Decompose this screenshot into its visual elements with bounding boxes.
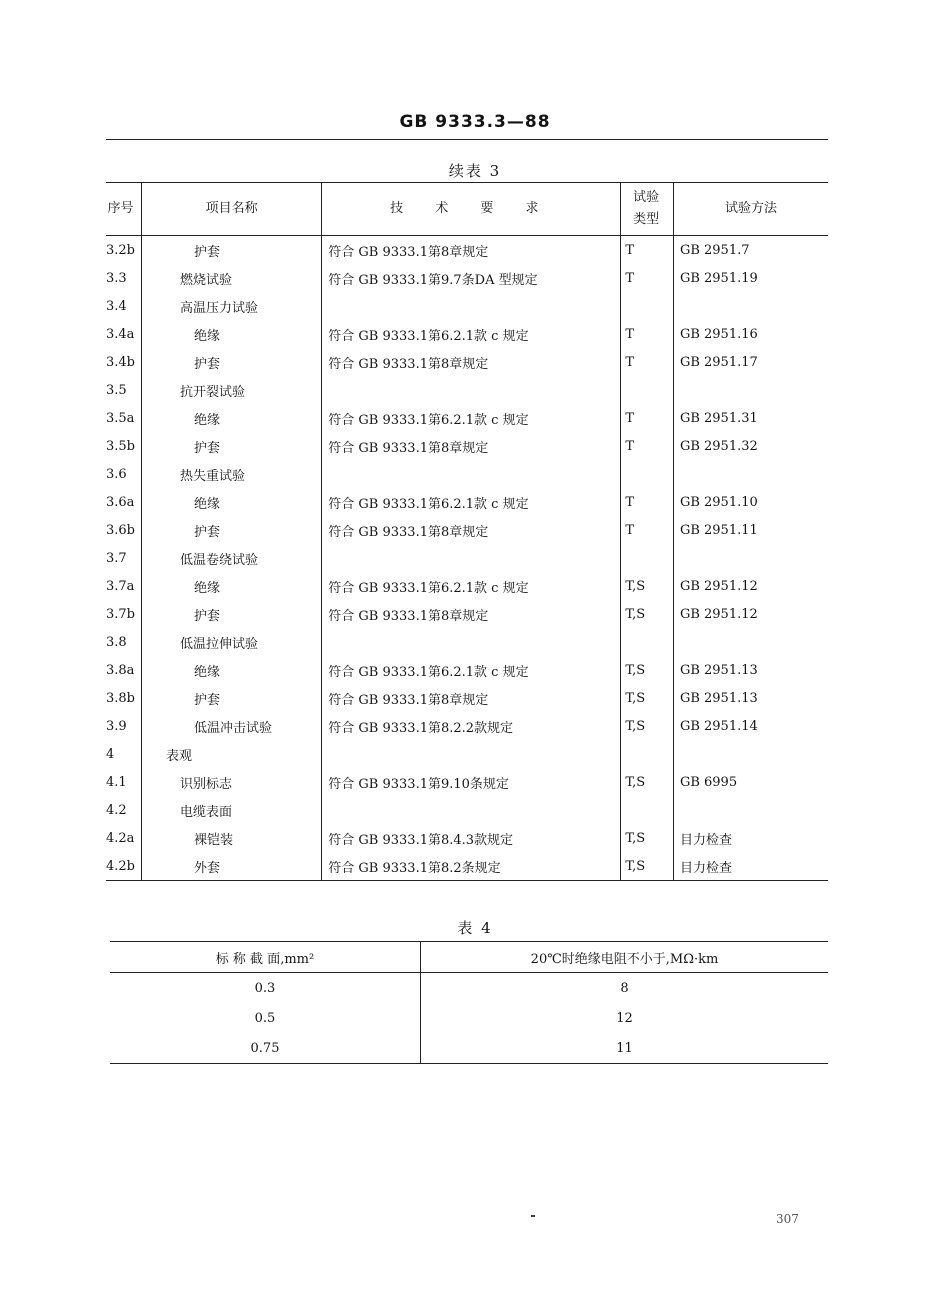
cell-area: 0.5 [110, 1003, 421, 1033]
table-row [106, 684, 828, 712]
cell-name: 护套 [142, 432, 322, 460]
column-header-test-type-line1: 试验 [633, 190, 660, 205]
table3-caption: 续表 3 [448, 162, 502, 180]
column-header-test-type-line2: 类型 [633, 212, 660, 227]
cell-test-type [621, 376, 674, 404]
cell-requirement: 符合 GB 9333.1第8章规定 [322, 516, 621, 544]
cell-method: GB 2951.31 [679, 410, 758, 426]
cell-name: 燃烧试验 [142, 264, 322, 292]
cell-method: GB 2951.10 [679, 494, 758, 510]
column-header-resistance: 20℃时绝缘电阻不小于,MΩ·km [421, 942, 829, 973]
cell-requirement: 符合 GB 9333.1第6.2.1款 c 规定 [322, 404, 621, 432]
table-row [106, 348, 828, 376]
cell-method [673, 796, 828, 824]
cell-test-type: T,S [621, 600, 674, 628]
cell-method: GB 2951.12 [679, 606, 758, 622]
cell-name: 护套 [142, 236, 322, 265]
table-row [106, 544, 828, 572]
cell-name: 低温冲击试验 [142, 712, 322, 740]
table-row [110, 1003, 828, 1033]
cell-name: 高温压力试验 [142, 292, 322, 320]
cell-requirement: 符合 GB 9333.1第6.2.1款 c 规定 [322, 320, 621, 348]
cell-seq: 3.6a [106, 488, 142, 516]
cell-seq: 4 [106, 740, 142, 768]
table-row [106, 572, 828, 600]
table3-header-row [106, 183, 828, 236]
cell-seq: 3.9 [106, 712, 142, 740]
table-row [106, 600, 828, 628]
cell-resistance: 11 [616, 1040, 633, 1056]
cell-requirement [322, 292, 621, 320]
cell-test-type: T,S [621, 768, 674, 796]
cell-test-type: T [621, 488, 674, 516]
cell-test-type: T [621, 236, 674, 265]
table-row [106, 824, 828, 852]
cell-requirement [322, 740, 621, 768]
table-row [106, 628, 828, 656]
cell-name: 绝缘 [142, 572, 322, 600]
cell-name: 表观 [142, 740, 322, 768]
table4 [110, 941, 828, 1064]
cell-name: 绝缘 [142, 404, 322, 432]
cell-method [673, 376, 828, 404]
cell-seq: 3.2b [106, 236, 142, 265]
cell-method: GB 2951.11 [679, 522, 758, 538]
cell-test-type: T [621, 264, 674, 292]
cell-name: 裸铠装 [142, 824, 322, 852]
cell-test-type [621, 460, 674, 488]
cell-test-type: T,S [621, 712, 674, 740]
cell-seq: 4.2a [106, 824, 142, 852]
column-header-cross-section: 标 称 截 面,mm² [110, 942, 421, 973]
cell-name: 护套 [142, 348, 322, 376]
cell-method: GB 2951.19 [679, 270, 758, 286]
document-header: GB 9333.3—88 [399, 112, 551, 132]
cell-method [673, 628, 828, 656]
table-row [106, 712, 828, 740]
cell-test-type: T [621, 320, 674, 348]
cell-test-type: T,S [621, 824, 674, 852]
table3 [106, 182, 828, 881]
table-row [106, 432, 828, 460]
table-row [110, 973, 828, 1004]
table4-body [110, 973, 828, 1064]
cell-method: 目力检查 [679, 860, 732, 876]
table-row [106, 656, 828, 684]
cell-test-type [621, 544, 674, 572]
cell-name: 外套 [142, 852, 322, 881]
cell-seq: 3.8 [106, 628, 142, 656]
cell-method: GB 2951.16 [679, 326, 758, 342]
table-row [106, 740, 828, 768]
cell-method: GB 2951.14 [679, 718, 758, 734]
cell-requirement: 符合 GB 9333.1第8.2条规定 [322, 852, 621, 881]
table-row [106, 796, 828, 824]
cell-method: GB 2951.13 [679, 690, 758, 706]
cell-name: 电缆表面 [142, 796, 322, 824]
table-row [106, 376, 828, 404]
cell-seq: 3.8a [106, 656, 142, 684]
column-header-seq: 序号 [106, 183, 142, 236]
table-row [106, 516, 828, 544]
cell-requirement: 符合 GB 9333.1第6.2.1款 c 规定 [322, 572, 621, 600]
cell-seq: 4.2 [106, 796, 142, 824]
cell-name: 绝缘 [142, 488, 322, 516]
cell-requirement [322, 376, 621, 404]
cell-area: 0.75 [110, 1033, 421, 1064]
cell-method [673, 740, 828, 768]
cell-method [673, 460, 828, 488]
table-row [106, 320, 828, 348]
cell-requirement: 符合 GB 9333.1第8.4.3款规定 [322, 824, 621, 852]
table-row [106, 488, 828, 516]
table-row [106, 404, 828, 432]
cell-test-type [621, 796, 674, 824]
table4-caption: 表 4 [457, 919, 493, 937]
cell-requirement: 符合 GB 9333.1第9.7条DA 型规定 [322, 264, 621, 292]
cell-seq: 3.7a [106, 572, 142, 600]
cell-requirement: 符合 GB 9333.1第8章规定 [322, 684, 621, 712]
cell-seq: 3.3 [106, 264, 142, 292]
cell-method: GB 2951.7 [679, 242, 750, 258]
column-header-name: 项目名称 [142, 183, 322, 236]
cell-name: 护套 [142, 600, 322, 628]
cell-requirement: 符合 GB 9333.1第8章规定 [322, 348, 621, 376]
cell-method [673, 544, 828, 572]
cell-method: GB 2951.32 [679, 438, 758, 454]
cell-resistance: 12 [616, 1010, 633, 1026]
cell-seq: 3.6b [106, 516, 142, 544]
cell-area: 0.3 [110, 973, 421, 1004]
cell-name: 热失重试验 [142, 460, 322, 488]
cell-test-type [621, 740, 674, 768]
cell-requirement [322, 796, 621, 824]
cell-requirement: 符合 GB 9333.1第6.2.1款 c 规定 [322, 656, 621, 684]
cell-seq: 3.5b [106, 432, 142, 460]
cell-name: 绝缘 [142, 656, 322, 684]
cell-name: 低温卷绕试验 [142, 544, 322, 572]
table-row [110, 1033, 828, 1064]
table3-body [106, 236, 828, 881]
cell-test-type: T,S [621, 852, 674, 881]
cell-seq: 3.4a [106, 320, 142, 348]
table-row [106, 768, 828, 796]
cell-requirement: 符合 GB 9333.1第8章规定 [322, 236, 621, 265]
cell-seq: 4.1 [106, 768, 142, 796]
cell-test-type: T,S [621, 684, 674, 712]
cell-name: 低温拉伸试验 [142, 628, 322, 656]
cell-name: 护套 [142, 684, 322, 712]
cell-seq: 4.2b [106, 852, 142, 881]
cell-seq: 3.4b [106, 348, 142, 376]
cell-test-type: T [621, 348, 674, 376]
table4-header-row [110, 942, 828, 973]
cell-name: 绝缘 [142, 320, 322, 348]
page-number: 307 [776, 1212, 799, 1226]
cell-requirement [322, 544, 621, 572]
cell-requirement [322, 460, 621, 488]
cell-test-type: T,S [621, 572, 674, 600]
cell-name: 识别标志 [142, 768, 322, 796]
cell-requirement: 符合 GB 9333.1第6.2.1款 c 规定 [322, 488, 621, 516]
cell-requirement: 符合 GB 9333.1第8章规定 [322, 600, 621, 628]
cell-test-type [621, 292, 674, 320]
table-row [106, 852, 828, 881]
cell-seq: 3.4 [106, 292, 142, 320]
cell-test-type: T [621, 404, 674, 432]
table-row [106, 236, 828, 265]
cell-method: GB 2951.17 [679, 354, 758, 370]
cell-seq: 3.8b [106, 684, 142, 712]
table-row [106, 292, 828, 320]
column-header-test-type [621, 183, 674, 236]
column-header-method: 试验方法 [673, 183, 828, 236]
column-header-requirement: 技 术 要 求 [322, 183, 621, 236]
table-row [106, 264, 828, 292]
header-rule [106, 139, 828, 140]
cell-seq: 3.5a [106, 404, 142, 432]
scan-speck [531, 1215, 535, 1217]
cell-method: GB 6995 [679, 774, 738, 790]
cell-requirement: 符合 GB 9333.1第9.10条规定 [322, 768, 621, 796]
cell-name: 抗开裂试验 [142, 376, 322, 404]
cell-seq: 3.5 [106, 376, 142, 404]
cell-method: GB 2951.12 [679, 578, 758, 594]
cell-test-type [621, 628, 674, 656]
cell-test-type: T [621, 516, 674, 544]
cell-seq: 3.7b [106, 600, 142, 628]
cell-requirement [322, 628, 621, 656]
cell-requirement: 符合 GB 9333.1第8.2.2款规定 [322, 712, 621, 740]
cell-seq: 3.6 [106, 460, 142, 488]
cell-test-type: T,S [621, 656, 674, 684]
cell-test-type: T [621, 432, 674, 460]
cell-method [673, 292, 828, 320]
cell-name: 护套 [142, 516, 322, 544]
cell-seq: 3.7 [106, 544, 142, 572]
cell-resistance: 8 [620, 980, 629, 996]
cell-method: GB 2951.13 [679, 662, 758, 678]
cell-requirement: 符合 GB 9333.1第8章规定 [322, 432, 621, 460]
cell-method: 目力检查 [679, 832, 732, 848]
table-row [106, 460, 828, 488]
